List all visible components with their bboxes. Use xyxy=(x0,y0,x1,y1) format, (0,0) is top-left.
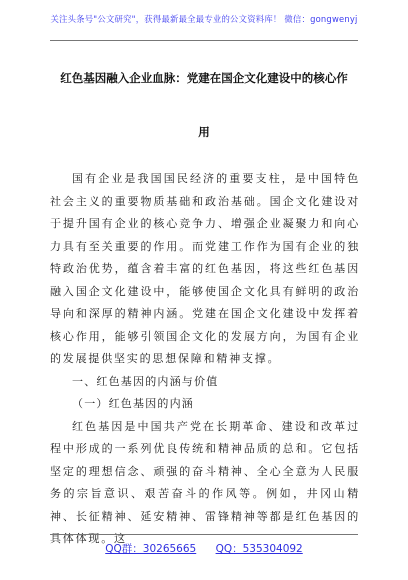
footer-qq-contact: QQ：535304092 xyxy=(215,543,303,555)
subsection-paragraph: 红色基因是中国共产党在长期革命、建设和改革过程中形成的一系列优良传统和精神品质的总和。它包括坚定的理想信念、顽强的奋斗精神、全心全意为人民服务的宗旨意识、艰苦奋斗的作风等。例如，井冈山精神、长征精神、延安精神、雷锋精神等都是红色基因的具体体现。这 xyxy=(50,419,360,545)
document-title-line-1: 红色基因融入企业血脉：党建在国企文化建设中的核心作 xyxy=(60,71,348,85)
footer-qq-group: QQ群：30265665 xyxy=(105,543,197,555)
header-note: 关注头条号"公文研究"，获得最新最全最专业的公文资料库！ 微信：gongwenyj xyxy=(50,14,358,24)
document-body xyxy=(50,168,360,551)
section-heading: 一、红色基因的内涵与价值 xyxy=(72,374,219,388)
intro-paragraph: 国有企业是我国国民经济的重要支柱，是中国特色社会主义的重要物质基础和政治基础。国企文化建设对于提升国有企业的核心竞争力、增强企业凝聚力和向心力具有至关重要的作用。而党建工作作为国有企业的独特政治优势，蕴含着丰富的红色基因，将这些红色基因融入国企文化建设中，能够使国企文化具有鲜明的政治导向和深厚的精神内涵。党建在国企文化建设中发挥着核心作用，能够引领国企文化的发展方向，为国有企业的发展提供坚实的思想保障和精神支撑。 xyxy=(50,172,360,365)
header-divider xyxy=(50,40,358,41)
footer-contact xyxy=(0,541,408,556)
document-title-line-2: 用 xyxy=(198,125,210,139)
footer-divider xyxy=(50,534,358,535)
subsection-heading: （一）红色基因的内涵 xyxy=(72,397,194,410)
